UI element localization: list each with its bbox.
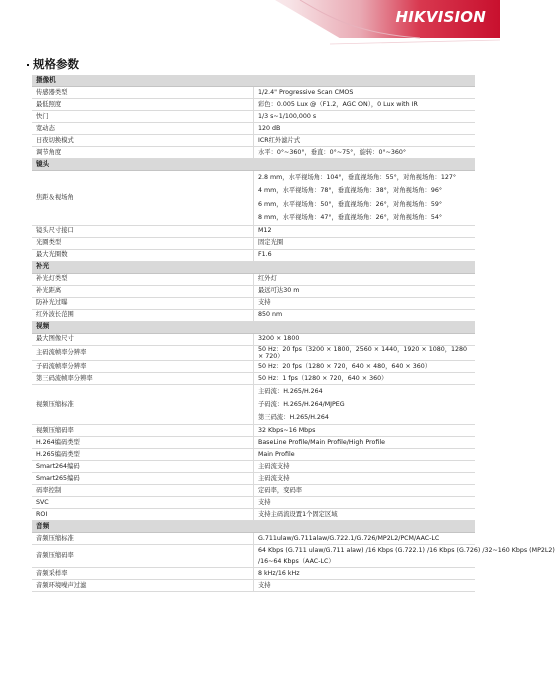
spec-key: 第三码流帧率分辨率 (32, 373, 254, 385)
spec-value-line: /16~64 Kbps（AAC-LC） (258, 558, 335, 566)
spec-key: 视频压缩码率 (32, 425, 254, 437)
spec-row (32, 568, 475, 580)
spec-key: 补光距离 (32, 285, 254, 297)
spec-row (32, 237, 475, 249)
spec-value: 主码流支持 (254, 461, 476, 473)
spec-value: Main Profile (254, 449, 476, 461)
spec-key: 子码流帧率分辨率 (32, 361, 254, 373)
spec-key: 音频压缩标准 (32, 533, 254, 545)
spec-key: 焦距＆视场角 (32, 171, 254, 226)
spec-value (254, 545, 555, 568)
spec-category-row (32, 75, 475, 87)
spec-value: 3200 × 1800 (254, 333, 476, 345)
spec-value: 8 kHz/16 kHz (254, 568, 476, 580)
spec-value-line: 第三码流：H.265/H.264 (258, 414, 329, 422)
spec-category-label: 镜头 (32, 159, 475, 171)
spec-row (32, 285, 475, 297)
spec-key: SVC (32, 497, 254, 509)
spec-category-label: 补光 (32, 261, 475, 273)
spec-key: ROI (32, 509, 254, 521)
spec-value: 彩色：0.005 Lux @（F1.2，AGC ON），0 Lux with IR (254, 99, 476, 111)
spec-row (32, 449, 475, 461)
spec-row (32, 297, 475, 309)
spec-value: 支持 (254, 580, 476, 592)
spec-value: 主码流支持 (254, 473, 476, 485)
spec-row (32, 333, 475, 345)
spec-key: H.264编码类型 (32, 437, 254, 449)
spec-row (32, 373, 475, 385)
spec-row (32, 345, 475, 360)
spec-row (32, 135, 475, 147)
spec-row (32, 461, 475, 473)
spec-category-row (32, 521, 475, 533)
spec-value (254, 385, 476, 425)
spec-value-line: 2.8 mm，水平视场角：104°，垂直视场角：55°，对角视场角：127° (258, 174, 457, 181)
spec-row (32, 147, 475, 159)
spec-value: 850 nm (254, 309, 476, 321)
spec-row (32, 99, 475, 111)
spec-row (32, 533, 475, 545)
spec-row (32, 580, 475, 592)
spec-row (32, 509, 475, 521)
spec-category-row (32, 159, 475, 171)
spec-value-line: 8 mm，水平视场角：47°，垂直视场角：26°，对角视场角：54° (258, 214, 442, 222)
spec-row (32, 309, 475, 321)
spec-row (32, 123, 475, 135)
spec-row (32, 473, 475, 485)
spec-value: 支持 (254, 297, 476, 309)
spec-row (32, 437, 475, 449)
spec-value-line: 子码流：H.265/H.264/MJPEG (258, 401, 345, 409)
spec-value: 定码率，变码率 (254, 485, 476, 497)
spec-row (32, 485, 475, 497)
spec-key: Smart265编码 (32, 473, 254, 485)
spec-value: 120 dB (254, 123, 476, 135)
spec-value: 水平：0°~360°，垂直：0°~75°，旋转：0°~360° (254, 147, 476, 159)
spec-key: 音频环境噪声过滤 (32, 580, 254, 592)
spec-table (32, 75, 555, 592)
spec-value-line: 主码流：H.265/H.264 (258, 388, 323, 396)
spec-value: F1.6 (254, 249, 476, 261)
spec-row (32, 111, 475, 123)
spec-category-label: 音频 (32, 521, 475, 533)
spec-value: 50 Hz：20 fps（1280 × 720，640 × 480，640 × 360） (254, 361, 476, 373)
spec-key: 音频压缩码率 (32, 545, 254, 568)
spec-value: 32 Kbps~16 Mbps (254, 425, 476, 437)
spec-row (32, 87, 475, 99)
spec-row (32, 249, 475, 261)
spec-row (32, 225, 475, 237)
spec-key: 码率控制 (32, 485, 254, 497)
spec-key: 传感器类型 (32, 87, 254, 99)
spec-value-line: 64 Kbps (G.711 ulaw/G.711 alaw) /16 Kbps (G.722.1) /16 Kbps (G.726) /32~160 Kbps (MP2L2) (258, 547, 555, 555)
spec-row (32, 497, 475, 509)
spec-value: 支持 (254, 497, 476, 509)
spec-row (32, 545, 475, 568)
spec-category-row (32, 261, 475, 273)
spec-category-row (32, 321, 475, 333)
spec-value-line: 4 mm，水平视场角：78°，垂直视场角：38°，对角视场角：96° (258, 187, 442, 195)
spec-key: 最低照度 (32, 99, 254, 111)
spec-category-label: 视频 (32, 321, 475, 333)
spec-value: 50 Hz：20 fps（3200 × 1800，2560 × 1440，1920 × 1080，1280 × 720） (254, 345, 476, 360)
hikvision-logo: HIKVISION (395, 8, 486, 26)
section-title: 规格参数 (27, 56, 79, 72)
spec-value: 固定光圈 (254, 237, 476, 249)
spec-row (32, 385, 475, 425)
spec-key: Smart264编码 (32, 461, 254, 473)
page-header (0, 0, 500, 50)
spec-key: 镜头尺寸接口 (32, 225, 254, 237)
spec-key: 光圈类型 (32, 237, 254, 249)
spec-key: 红外波长范围 (32, 309, 254, 321)
spec-value: G.711ulaw/G.711alaw/G.722.1/G.726/MP2L2/PCM/AAC-LC (254, 533, 476, 545)
spec-key: 快门 (32, 111, 254, 123)
spec-value: 最远可达30 m (254, 285, 476, 297)
spec-row (32, 171, 475, 226)
spec-key: 最大光圈数 (32, 249, 254, 261)
spec-value-line: 6 mm，水平视场角：50°，垂直视场角：26°，对角视场角：59° (258, 200, 442, 208)
spec-key: 防补光过曝 (32, 297, 254, 309)
spec-key: 日夜切换模式 (32, 135, 254, 147)
spec-key: 视频压缩标准 (32, 385, 254, 425)
spec-key: 补光灯类型 (32, 273, 254, 285)
spec-value (254, 171, 476, 226)
spec-key: H.265编码类型 (32, 449, 254, 461)
spec-key: 最大图像尺寸 (32, 333, 254, 345)
spec-row (32, 425, 475, 437)
spec-category-label: 摄像机 (32, 75, 475, 87)
spec-key: 调节角度 (32, 147, 254, 159)
spec-key: 宽动态 (32, 123, 254, 135)
spec-key: 音频采样率 (32, 568, 254, 580)
spec-value: 红外灯 (254, 273, 476, 285)
spec-value: 50 Hz：1 fps（1280 × 720，640 × 360） (254, 373, 476, 385)
spec-value: BaseLine Profile/Main Profile/High Profile (254, 437, 476, 449)
spec-value: ICR红外滤片式 (254, 135, 476, 147)
spec-key: 主码流帧率分辨率 (32, 345, 254, 360)
spec-row (32, 273, 475, 285)
spec-row (32, 361, 475, 373)
spec-value: M12 (254, 225, 476, 237)
spec-value: 1/2.4" Progressive Scan CMOS (254, 87, 476, 99)
spec-value: 1/3 s~1/100,000 s (254, 111, 476, 123)
spec-value: 支持主码流设置1个固定区域 (254, 509, 476, 521)
